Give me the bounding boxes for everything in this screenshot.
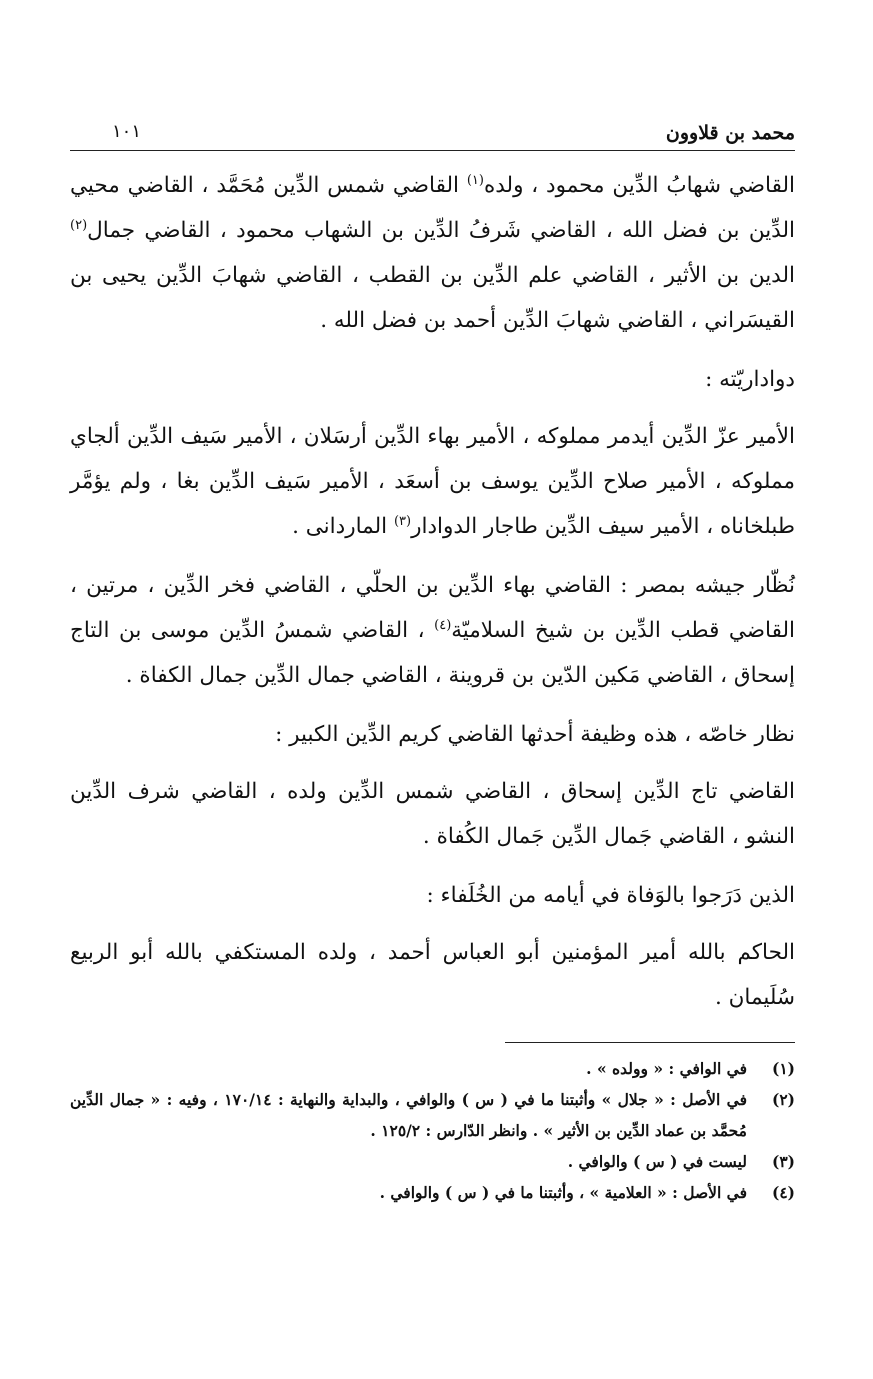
paragraph-private-supervisors: القاضي تاج الدِّين إسحاق ، القاضي شمس الدِّين ولده ، القاضي شرف الدِّين النشو ، القاضي جَمال الدِّين جَمال الكُفاة . xyxy=(70,779,795,849)
footnote-number: (٣) xyxy=(771,1152,795,1171)
section-heading-private-supervisors: نظار خاصّه ، هذه وظيفة أحدثها القاضي كريم الدِّين الكبير : xyxy=(275,722,795,747)
main-text xyxy=(70,163,795,1020)
paragraph-caliphs: الحاكم بالله أمير المؤمنين أبو العباس أحمد ، ولده المستكفي بالله أبو الربيع سُلَيمان . xyxy=(70,940,795,1010)
page-number: ١٠١ xyxy=(112,121,142,142)
footnote-item xyxy=(70,1177,795,1208)
running-title: محمد بن قلاوون xyxy=(665,122,795,144)
footnote-text: ليست في ( س ) والوافي . xyxy=(567,1152,747,1171)
paragraph-text: ، القاضي شمسُ الدِّين موسى بن التاج إسحاق ، القاضي مَكين الدّين بن قروينة ، القاضي جمال الدِّين جمال الكفاة . xyxy=(70,618,795,688)
footnote-text: في الأصل : « العلامية » ، وأثبتنا ما في ( س ) والوافي . xyxy=(379,1183,747,1202)
footnote-item xyxy=(70,1053,795,1084)
footnote-divider xyxy=(505,1042,795,1043)
paragraph-text: الماردانى . xyxy=(292,514,388,539)
footnote-ref-4[interactable]: (٤) xyxy=(434,617,452,633)
paragraph-text: نُظّار جيشه بمصر : القاضي بهاء الدِّين بن الحلّي ، القاضي فخر الدِّين ، مرتين ، القاضي قطب الدِّين بن شيخ السلاميّة xyxy=(70,573,796,643)
section-heading-caliphs: الذين دَرَجوا بالوَفاة في أيامه من الخُلَفاء : xyxy=(426,883,795,908)
footnote-item xyxy=(70,1084,795,1146)
paragraph-text: الدين بن الأثير ، القاضي علم الدِّين بن القطب ، القاضي شهابَ الدِّين يحيى بن القيسَراني ، القاضي شهابَ الدِّين أحمد بن فضل الله . xyxy=(70,263,795,333)
running-header xyxy=(70,110,795,151)
paragraph-army-supervisors xyxy=(70,563,795,698)
footnote-ref-2[interactable]: (٢) xyxy=(70,217,88,233)
paragraph-judges xyxy=(70,163,795,343)
paragraph-text: القاضي شهابُ الدِّين محمود ، ولده xyxy=(483,173,795,198)
footnote-text: في الأصل : « جلال » وأثبتنا ما في ( س ) والوافي ، والبداية والنهاية : ١٧٠/١٤ ، وفيه : « جمال الدِّين مُحمَّد بن عماد الدِّين بن الأثير » . وانظر الدّارس : ١٢٥/٢ . xyxy=(70,1090,747,1140)
book-page xyxy=(70,110,795,1208)
footnote-text: في الوافي : « وولده » . xyxy=(586,1059,747,1078)
footnote-ref-3[interactable]: (٣) xyxy=(393,513,412,529)
paragraph-text: الأمير عزّ الدِّين أيدمر مملوكه ، الأمير بهاء الدِّين أرسَلان ، الأمير سَيف الدِّين ألجاي مملوكه ، الأمير صلاح الدِّين يوسف بن أسعَد ، الأمير سَيف الدِّين بغا ، ولم يؤمَّر طبلخاناه ، الأمير سيف الدِّين طاجار الدوادار xyxy=(70,424,795,539)
footnote-item xyxy=(70,1146,795,1177)
footnote-number: (١) xyxy=(771,1059,795,1078)
paragraph-text: القاضي شمس الدِّين مُحَمَّد ، القاضي محيي الدِّين بن فضل الله ، القاضي شَرفُ الدِّين بن الشهاب محمود ، القاضي جمال xyxy=(70,173,795,243)
paragraph-dawadars xyxy=(70,414,795,549)
footnote-number: (٢) xyxy=(771,1090,795,1109)
footnote-number: (٤) xyxy=(771,1183,795,1202)
footnotes xyxy=(70,1053,795,1208)
section-heading-dawadars: دواداريّته : xyxy=(705,367,795,392)
footnote-ref-1[interactable]: (١) xyxy=(466,172,484,188)
